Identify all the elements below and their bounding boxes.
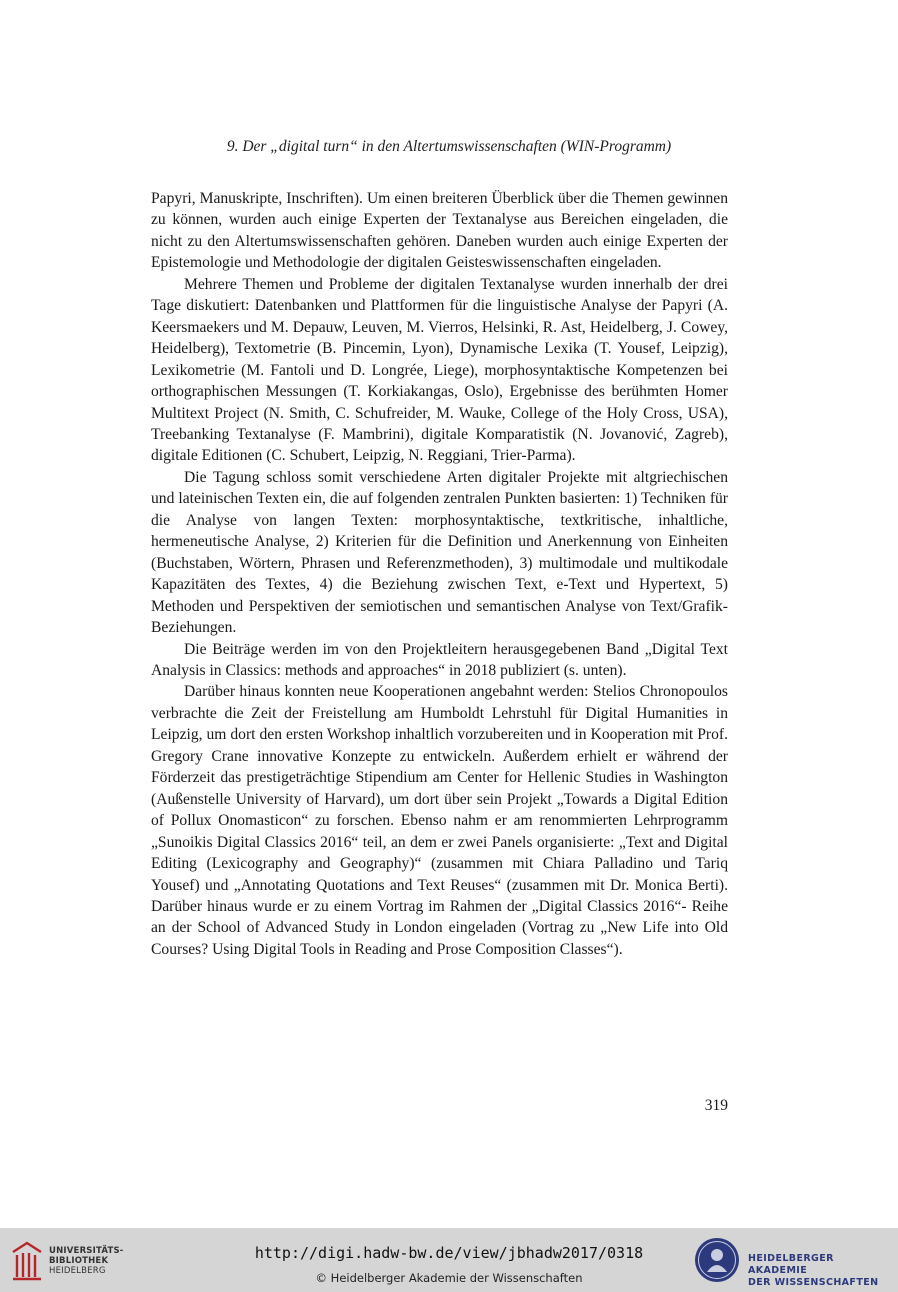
academy-logo-line2: DER WISSENSCHAFTEN: [748, 1277, 879, 1288]
body-text: [151, 188, 728, 960]
permalink-url[interactable]: http://digi.hadw-bw.de/view/jbhadw2017/0318: [254, 1244, 644, 1262]
running-head: 9. Der „digital turn“ in den Altertumswissenschaften (WIN-Programm): [226, 138, 672, 155]
academy-logo[interactable]: [693, 1236, 893, 1286]
paragraph-5: Darüber hinaus konnten neue Kooperationen angebahnt werden: Stelios Chronopoulos verbrachte die Zeit der Freistellung am Humboldt Lehrstuhl für Digital Humanities in Leipzig, um dort den ersten Workshop inhaltlich vorzubereiten und in Kooperation mit Prof. Gregory Crane innovative Konzepte zu entwickeln. Außerdem erhielt er während der Förderzeit das prestigeträchtige Stipendium am Center for Hellenic Studies in Washington (Außenstelle University of Harvard), um dort über sein Projekt „Towards a Digital Edition of Pollux Onomasticon“ zu forschen. Ebenso nahm er am renommierten Lehrprogramm „Sunoikis Digital Classics 2016“ teil, an dem er zwei Panels organisierte: „Text and Digital Editing (Lexicography and Geography)“ (zusammen mit Chiara Palladino und Tariq Yousef) und „Annotating Quotations and Text Reuses“ (zusammen mit Dr. Monica Berti). Darüber hinaus wurde er zu einem Vortrag im Rahmen der „Digital Classics 2016“- Reihe an der School of Advanced Study in London eingeladen (Vortrag zu „New Life into Old Courses? Using Digital Tools in Reading and Prose Composition Classes“).: [151, 683, 728, 958]
ub-logo-line2: BIBLIOTHEK: [49, 1256, 109, 1266]
paragraph-3: Die Tagung schloss somit verschiedene Arten digitaler Projekte mit altgriechischen und lateinischen Texten ein, die auf folgenden zentralen Punkten basierten: 1) Techniken für die Analyse von langen Texten: morphosyntaktische, textkritische, inhaltliche, hermeneutische Analyse, 2) Kriterien für die Definition und Anerkennung von Einheiten (Buchstaben, Wörtern, Phrasen und Referenzmethoden), 3) multimodale und multikodale Kapazitäten des Textes, 4) die Beziehung zwischen Text, e-Text und Hypertext, 5) Methoden und Perspektiven der semiotischen und semantischen Analyse von Text/Grafik-Beziehungen.: [151, 468, 728, 637]
academy-logo-line1: HEIDELBERGER AKADEMIE: [748, 1253, 834, 1276]
paragraph-4: Die Beiträge werden im von den Projektleitern herausgegebenen Band „Digital Text Analysis in Classics: methods and approaches“ in 2018 publiziert (s. unten).: [151, 640, 728, 679]
copyright-notice: © Heidelberger Akademie der Wissenschaften: [315, 1271, 583, 1285]
paragraph-2: Mehrere Themen und Probleme der digitalen Textanalyse wurden innerhalb der drei Tage diskutiert: Datenbanken und Plattformen für die linguistische Analyse der Papyri (A. Keersmaekers und M. Depauw, Leuven, M. Vierros, Helsinki, R. Ast, Heidelberg, J. Cowey, Heidelberg), Textometrie (B. Pincemin, Lyon), Dynamische Lexika (T. Yousef, Leipzig), Lexikometrie (M. Fantoli und D. Longrée, Liege), morphosyntaktische Kompetenzen bei orthographischen Messungen (T. Korkiakangas, Oslo), Ergebnisse des berühmten Homer Multitext Project (N. Smith, C. Schufreider, M. Wauke, College of the Holy Cross, USA), Treebanking Textanalyse (F. Mambrini), digitale Komparatistik (N. Jovanović, Zagreb), digitale Editionen (C. Schubert, Leipzig, N. Reggiani, Trier-Parma).: [151, 275, 728, 465]
footer-bar: [0, 1228, 898, 1292]
page-number: 319: [704, 1097, 728, 1114]
academy-logo-text: [748, 1253, 893, 1289]
paragraph-1: Papyri, Manuskripte, Inschriften). Um einen breiteren Überblick über die Themen gewinnen zu können, wurden auch einige Experten der Textanalyse aus Bereichen eingeladen, die nicht zu den Altertumswissenschaften gehören. Daneben wurden auch einige Experten der Epistemologie und Methodologie der digitalen Geisteswissenschaften eingeladen.: [151, 190, 728, 272]
ub-logo-line1: UNIVERSITÄTS-: [49, 1246, 124, 1256]
academy-seal-icon: [693, 1236, 741, 1284]
ub-logo-line3: HEIDELBERG: [49, 1266, 106, 1276]
